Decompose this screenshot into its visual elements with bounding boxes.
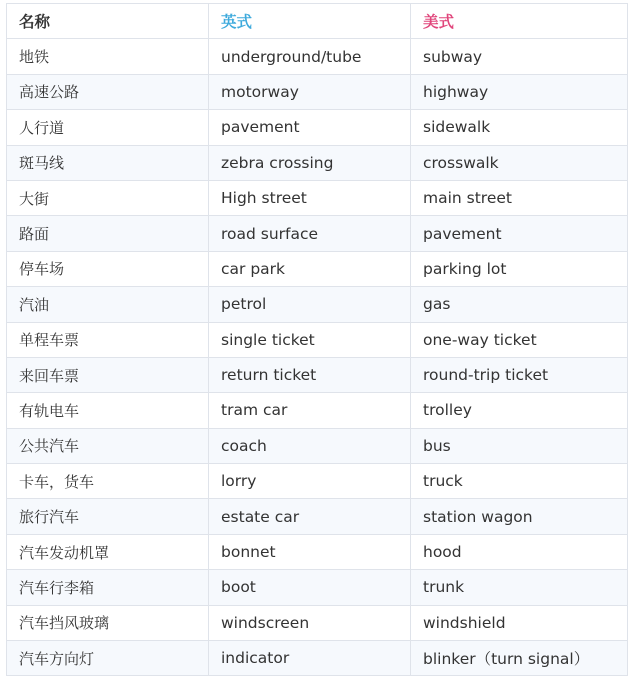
cell-american-term: gas (411, 287, 628, 322)
cell-chinese-name: 汽车行李箱 (7, 570, 209, 605)
cell-chinese-name: 单程车票 (7, 322, 209, 357)
cell-chinese-name: 人行道 (7, 110, 209, 145)
cell-british-term: High street (209, 180, 411, 215)
table-row (7, 145, 628, 180)
cell-american-term: crosswalk (411, 145, 628, 180)
cell-british-term: bonnet (209, 534, 411, 569)
table-row (7, 534, 628, 569)
cell-british-term: single ticket (209, 322, 411, 357)
table-row (7, 428, 628, 463)
cell-american-term: subway (411, 39, 628, 74)
table-row (7, 110, 628, 145)
cell-british-term: lorry (209, 464, 411, 499)
cell-american-term: trunk (411, 570, 628, 605)
header-british: 英式 (209, 4, 411, 39)
cell-chinese-name: 高速公路 (7, 74, 209, 109)
table-row (7, 641, 628, 676)
cell-chinese-name: 大街 (7, 180, 209, 215)
table-row (7, 216, 628, 251)
table-row (7, 393, 628, 428)
cell-american-term: parking lot (411, 251, 628, 286)
cell-american-term: station wagon (411, 499, 628, 534)
table-row (7, 357, 628, 392)
cell-american-term: round-trip ticket (411, 357, 628, 392)
table-row (7, 464, 628, 499)
cell-american-term: main street (411, 180, 628, 215)
table-row (7, 605, 628, 640)
cell-american-term: sidewalk (411, 110, 628, 145)
cell-chinese-name: 路面 (7, 216, 209, 251)
table-row (7, 499, 628, 534)
cell-british-term: pavement (209, 110, 411, 145)
cell-chinese-name: 旅行汽车 (7, 499, 209, 534)
cell-british-term: car park (209, 251, 411, 286)
header-row (7, 4, 628, 39)
table-row (7, 39, 628, 74)
cell-american-term: blinker（turn signal） (411, 641, 628, 676)
cell-chinese-name: 公共汽车 (7, 428, 209, 463)
cell-american-term: highway (411, 74, 628, 109)
cell-british-term: windscreen (209, 605, 411, 640)
table-row (7, 322, 628, 357)
table-row (7, 570, 628, 605)
table-row (7, 251, 628, 286)
cell-chinese-name: 汽车挡风玻璃 (7, 605, 209, 640)
cell-chinese-name: 停车场 (7, 251, 209, 286)
cell-american-term: one-way ticket (411, 322, 628, 357)
table-row (7, 287, 628, 322)
cell-chinese-name: 有轨电车 (7, 393, 209, 428)
cell-chinese-name: 汽车发动机罩 (7, 534, 209, 569)
cell-british-term: zebra crossing (209, 145, 411, 180)
cell-chinese-name: 斑马线 (7, 145, 209, 180)
cell-british-term: coach (209, 428, 411, 463)
cell-british-term: motorway (209, 74, 411, 109)
cell-chinese-name: 卡车，货车 (7, 464, 209, 499)
cell-chinese-name: 来回车票 (7, 357, 209, 392)
cell-british-term: road surface (209, 216, 411, 251)
cell-chinese-name: 汽车方向灯 (7, 641, 209, 676)
table-row (7, 74, 628, 109)
header-american: 美式 (411, 4, 628, 39)
cell-british-term: boot (209, 570, 411, 605)
cell-chinese-name: 地铁 (7, 39, 209, 74)
vocabulary-table (6, 3, 628, 676)
cell-american-term: bus (411, 428, 628, 463)
cell-british-term: indicator (209, 641, 411, 676)
cell-british-term: petrol (209, 287, 411, 322)
table-row (7, 180, 628, 215)
cell-british-term: return ticket (209, 357, 411, 392)
cell-american-term: trolley (411, 393, 628, 428)
cell-american-term: windshield (411, 605, 628, 640)
cell-british-term: underground/tube (209, 39, 411, 74)
cell-british-term: estate car (209, 499, 411, 534)
cell-american-term: pavement (411, 216, 628, 251)
cell-american-term: truck (411, 464, 628, 499)
cell-british-term: tram car (209, 393, 411, 428)
header-name: 名称 (7, 4, 209, 39)
cell-chinese-name: 汽油 (7, 287, 209, 322)
cell-american-term: hood (411, 534, 628, 569)
